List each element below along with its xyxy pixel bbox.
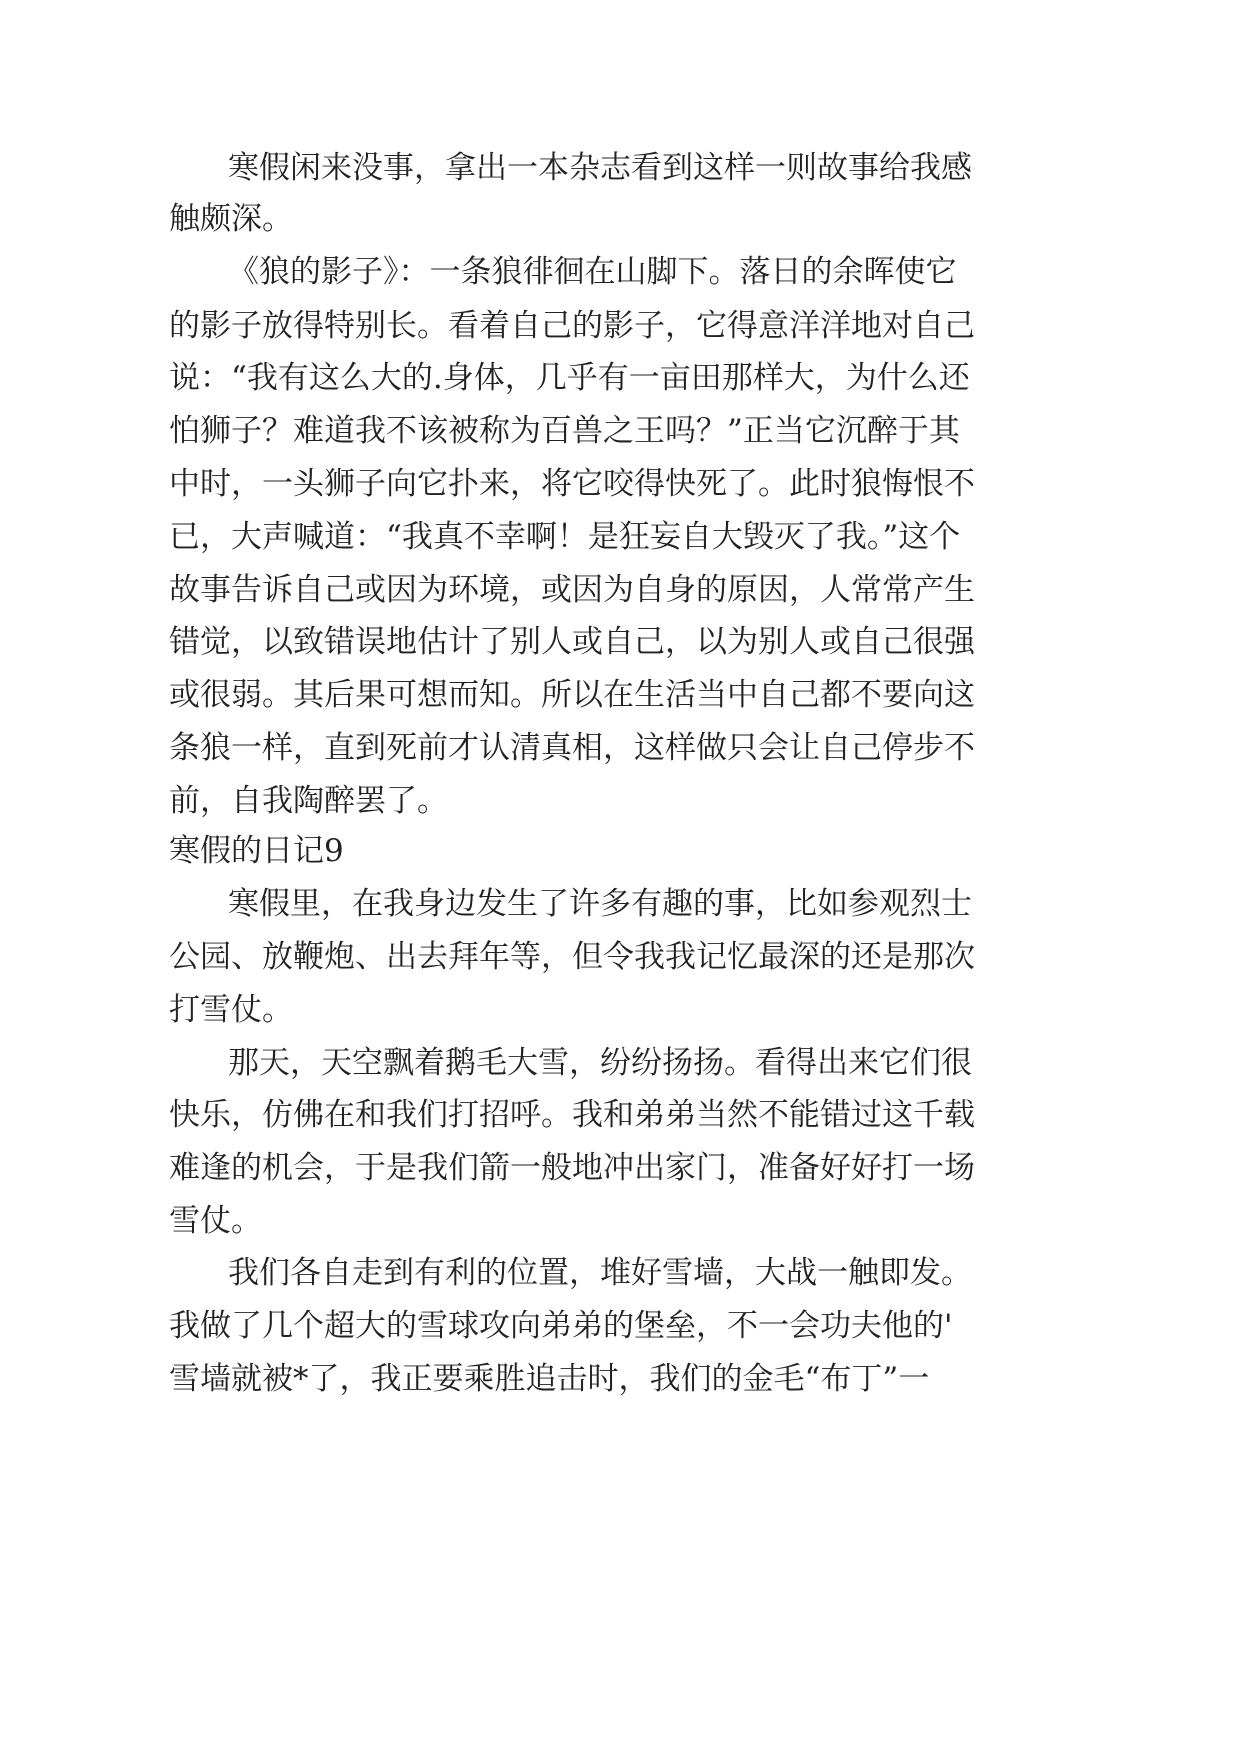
paragraph-line: 快乐，仿佛在和我们打招呼。我和弟弟当然不能错过这千载 bbox=[169, 1097, 975, 1133]
paragraph-line: 打雪仗。 bbox=[169, 992, 293, 1028]
paragraph-line: 条狼一样，直到死前才认清真相，这样做只会让自己停步不 bbox=[169, 730, 975, 766]
paragraph-line: 我们各自走到有利的位置，堆好雪墙，大战一触即发。 bbox=[228, 1255, 972, 1291]
paragraph-line: 寒假闲来没事，拿出一本杂志看到这样一则故事给我感 bbox=[228, 150, 972, 186]
paragraph-line: 雪仗。 bbox=[169, 1203, 262, 1239]
paragraph-line: 雪墙就被*了，我正要乘胜追击时，我们的金毛“布丁”一 bbox=[169, 1361, 930, 1397]
section-heading: 寒假的日记9 bbox=[169, 833, 344, 869]
paragraph-line: 难逢的机会，于是我们箭一般地冲出家门，准备好好打一场 bbox=[169, 1150, 975, 1186]
paragraph-line: 说：“我有这么大的.身体，几乎有一亩田那样大，为什么还 bbox=[169, 360, 970, 396]
paragraph-line: 或很弱。其后果可想而知。所以在生活当中自己都不要向这 bbox=[169, 677, 975, 713]
paragraph-line: 触颇深。 bbox=[169, 201, 293, 237]
paragraph-line: 已，大声喊道：“我真不幸啊！是狂妄自大毁灭了我。”这个 bbox=[169, 519, 961, 555]
paragraph-line: 寒假里，在我身边发生了许多有趣的事，比如参观烈士 bbox=[228, 886, 972, 922]
paragraph-line: 公园、放鞭炮、出去拜年等，但令我我记忆最深的还是那次 bbox=[169, 939, 975, 975]
paragraph-line: 怕狮子？难道我不该被称为百兽之王吗？”正当它沉醉于其 bbox=[169, 413, 960, 449]
paragraph-line: 我做了几个超大的雪球攻向弟弟的堡垒，不一会功夫他的' bbox=[169, 1308, 953, 1344]
paragraph-line: 错觉，以致错误地估计了别人或自己，以为别人或自己很强 bbox=[169, 624, 975, 660]
paragraph-line: 前，自我陶醉罢了。 bbox=[169, 783, 448, 819]
paragraph-line: 的影子放得特别长。看着自己的影子，它得意洋洋地对自己 bbox=[169, 308, 975, 344]
paragraph-line: 中时，一头狮子向它扑来，将它咬得快死了。此时狼悔恨不 bbox=[169, 466, 975, 502]
paragraph-line: 故事告诉自己或因为环境，或因为自身的原因，人常常产生 bbox=[169, 572, 975, 608]
paragraph-line: 《狼的影子》：一条狼徘徊在山脚下。落日的余晖使它 bbox=[228, 254, 957, 290]
paragraph-line: 那天，天空飘着鹅毛大雪，纷纷扬扬。看得出来它们很 bbox=[228, 1045, 972, 1081]
